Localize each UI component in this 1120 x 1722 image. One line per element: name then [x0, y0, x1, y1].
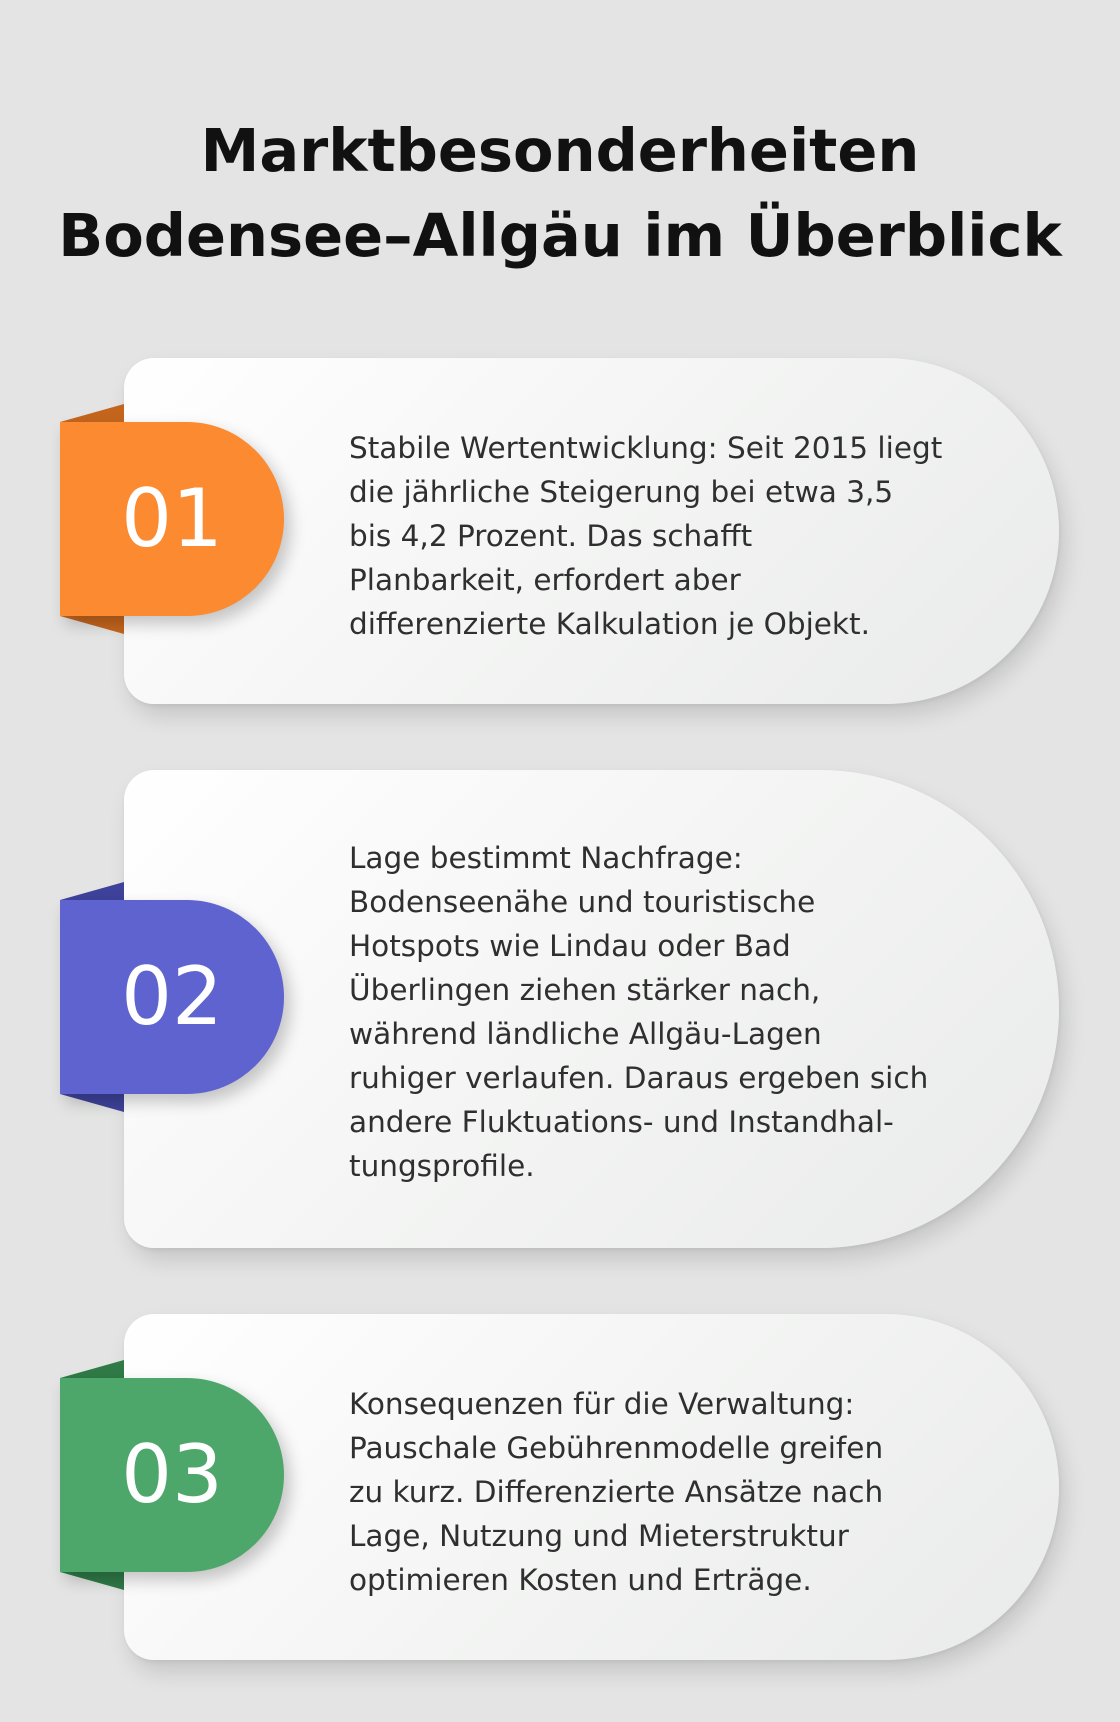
- step-number: 03: [121, 1428, 223, 1521]
- ribbon-fold-top: [60, 1360, 124, 1378]
- ribbon-fold-bottom: [60, 1572, 124, 1590]
- title-line-2: Bodensee–Allgäu im Überblick: [58, 201, 1062, 270]
- ribbon-fold-top: [60, 404, 124, 422]
- step-number-badge: [60, 1378, 284, 1572]
- step-number: 02: [121, 950, 223, 1043]
- step-number-badge: [60, 900, 284, 1094]
- step-3: [0, 1314, 1120, 1660]
- step-1: [0, 358, 1120, 704]
- page-title: [0, 108, 1120, 278]
- ribbon-fold-bottom: [60, 1094, 124, 1112]
- ribbon-fold-top: [60, 882, 124, 900]
- ribbon-fold-bottom: [60, 616, 124, 634]
- step-text: Konsequenzen für die Verwaltung: Pauschale Gebührenmodelle greifen zu kurz. Differenzierte Ansätze nach Lage, Nutzung und Mieterstruktur optimieren Kosten und Erträge.: [349, 1387, 884, 1597]
- step-number-badge: [60, 422, 284, 616]
- step-number: 01: [121, 472, 223, 565]
- title-line-1: Marktbesonderheiten: [200, 116, 920, 185]
- step-text: Lage bestimmt Nachfrage: Bodenseenähe und touristische Hotspots wie Lindau oder Bad Überlingen ziehen stärker nach, während ländliche Allgäu-Lagen ruhiger verlaufen. Daraus ergeben sich andere Fluktuations- und Instandhal- tungsprofile.: [349, 841, 929, 1183]
- step-2: [0, 770, 1120, 1248]
- step-text: Stabile Wertentwicklung: Seit 2015 liegt die jährliche Steigerung bei etwa 3,5 bis 4,2 Prozent. Das schafft Planbarkeit, erfordert aber differenzierte Kalkulation je Objekt.: [349, 431, 943, 641]
